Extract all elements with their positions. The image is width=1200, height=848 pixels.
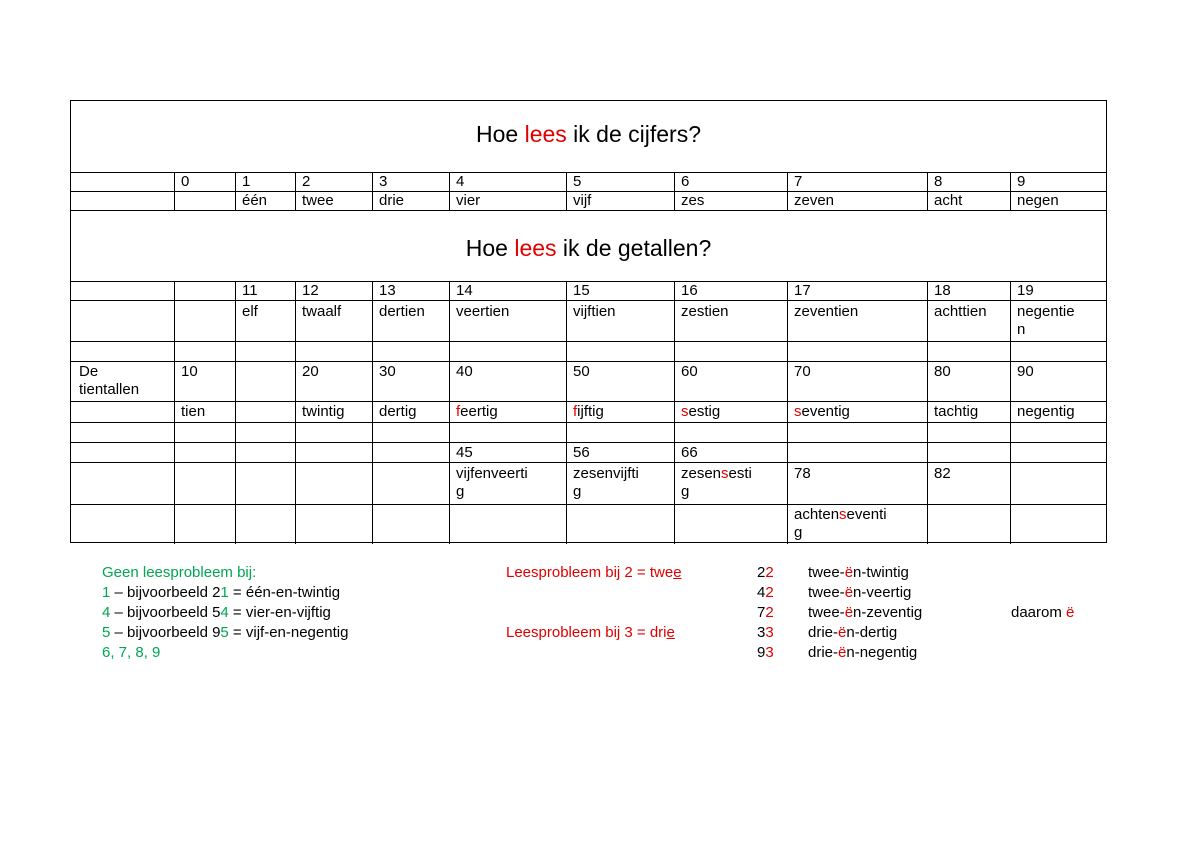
problem-number: 42 (757, 584, 774, 601)
digit-cell: 0 (181, 173, 190, 190)
tens-cell: 80 (934, 363, 951, 380)
digit-cell: 1 (242, 173, 251, 190)
problem-word: drie-ën-dertig (808, 624, 898, 641)
teen-cell: 11 (242, 282, 258, 299)
tens-cell: 70 (794, 363, 811, 380)
digit-cell: 3 (379, 173, 388, 190)
tens-cell: 40 (456, 363, 473, 380)
problem-word: twee-ën-veertig (808, 584, 912, 601)
problem-word: twee-ën-twintig (808, 564, 909, 581)
teen-word: veertien (456, 303, 510, 320)
digit-word: één (242, 192, 268, 209)
example-word: achtenseventi g (794, 506, 887, 541)
teen-word: zeventien (794, 303, 859, 320)
tens-word: dertig (379, 403, 417, 420)
tens-word: tachtig (934, 403, 979, 420)
problem-word: twee-ën-zeventig (808, 604, 923, 621)
problem-number: 93 (757, 644, 774, 661)
digit-cell: 2 (302, 173, 311, 190)
tens-cell: 20 (302, 363, 319, 380)
digit-word: vijf (573, 192, 592, 209)
teen-cell: 18 (934, 282, 951, 299)
teen-cell: 15 (573, 282, 590, 299)
tens-word: fijftig (573, 403, 604, 420)
digit-cell: 6 (681, 173, 690, 190)
teen-cell: 12 (302, 282, 319, 299)
teen-cell: 17 (794, 282, 811, 299)
digit-cell: 9 (1017, 173, 1026, 190)
problem-number: 33 (757, 624, 774, 641)
example-number: 82 (934, 465, 951, 482)
example-word: zesenvijfti g (573, 465, 639, 500)
teen-cell: 13 (379, 282, 396, 299)
digit-cell: 4 (456, 173, 465, 190)
title-getallen: Hoe lees ik de getallen? (465, 235, 712, 261)
tens-word: twintig (302, 403, 345, 420)
digit-cell: 5 (573, 173, 582, 190)
tens-word: seventig (794, 403, 850, 420)
tens-cell: 50 (573, 363, 590, 380)
digit-word: zes (681, 192, 705, 209)
tens-word: negentig (1017, 403, 1075, 420)
problem-three: Leesprobleem bij 3 = drie (506, 624, 675, 641)
example-word: vijfenveerti g (456, 465, 528, 500)
tens-label: De tientallen (79, 363, 140, 398)
teen-word: zestien (681, 303, 729, 320)
teen-word: achttien (934, 303, 987, 320)
tens-cell: 10 (181, 363, 198, 380)
title-cijfers: Hoe lees ik de cijfers? (475, 121, 701, 147)
problem-number: 72 (757, 604, 774, 621)
footer-example: 4 – bijvoorbeeld 54 = vier-en-vijftig (102, 604, 331, 621)
digit-cell: 7 (794, 173, 803, 190)
example-number: 66 (681, 444, 698, 461)
teen-word-19: negentie n (1017, 303, 1075, 338)
digit-word: acht (934, 192, 963, 209)
footer-digits: 6, 7, 8, 9 (102, 644, 161, 661)
digit-word: drie (379, 192, 405, 209)
teen-cell: 16 (681, 282, 698, 299)
footer-heading: Geen leesprobleem bij: (102, 564, 257, 581)
teen-word: elf (242, 303, 258, 320)
digit-word: twee (302, 192, 334, 209)
teen-word: dertien (379, 303, 425, 320)
tens-word: tien (181, 403, 206, 420)
tens-cell: 60 (681, 363, 698, 380)
daarom-note: daarom ë (1011, 604, 1075, 621)
tens-word: feertig (456, 403, 498, 420)
teen-word: twaalf (302, 303, 342, 320)
footer-example: 5 – bijvoorbeeld 95 = vijf-en-negentig (102, 624, 349, 641)
problem-number: 22 (757, 564, 774, 581)
number-table (70, 100, 1107, 543)
example-number: 56 (573, 444, 590, 461)
problem-two: Leesprobleem bij 2 = twee (506, 564, 682, 581)
tens-cell: 90 (1017, 363, 1034, 380)
teen-word: vijftien (573, 303, 616, 320)
digit-cell: 8 (934, 173, 943, 190)
digit-word: negen (1017, 192, 1059, 209)
digit-word: vier (456, 192, 481, 209)
problem-word: drie-ën-negentig (808, 644, 918, 661)
teen-cell: 19 (1017, 282, 1034, 299)
digit-word: zeven (794, 192, 835, 209)
example-number: 45 (456, 444, 473, 461)
example-number: 78 (794, 465, 811, 482)
tens-word: sestig (681, 403, 721, 420)
footer-example: 1 – bijvoorbeeld 21 = één-en-twintig (102, 584, 341, 601)
tens-cell: 30 (379, 363, 396, 380)
example-word: zesensesti g (681, 465, 752, 500)
teen-cell: 14 (456, 282, 473, 299)
